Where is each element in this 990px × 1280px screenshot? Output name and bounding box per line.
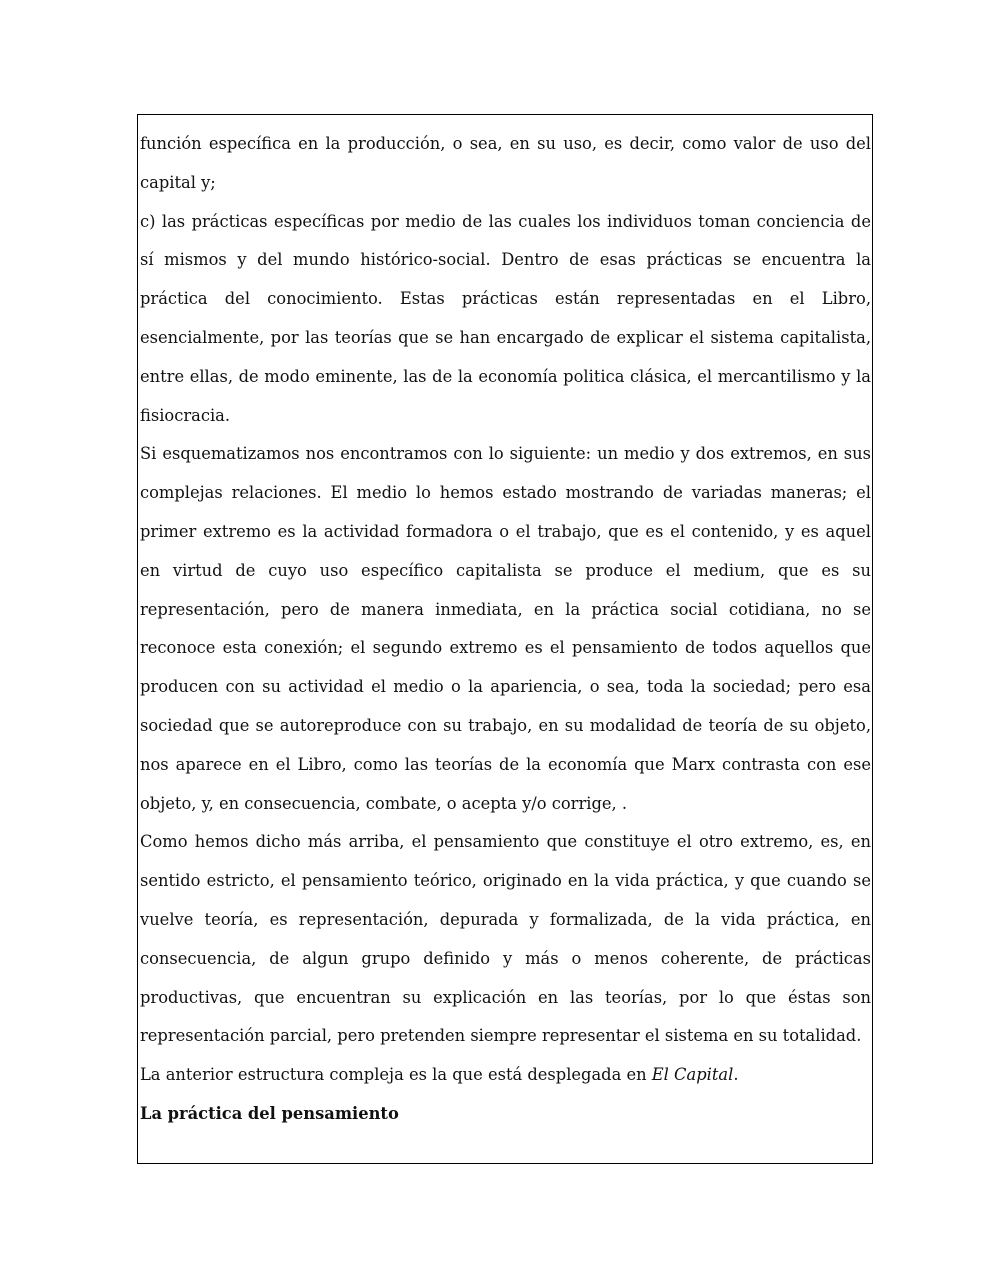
paragraph-3: Si esquematizamos nos encontramos con lo siguiente: un medio y dos extremos, en sus complejas relaciones. El medio lo hemos estado mostrando de variadas maneras; el primer extremo es la actividad formadora o el trabajo, que es el contenido, y es aquel en virtud de cuyo uso específico capitalista se produce el medium, que es su representación, pero de manera inmediata, en la práctica social cotidiana, no se reconoce esta conexión; el segundo extremo es el pensamiento de todos aquellos que producen con su actividad el medio o la apariencia, o sea, toda la sociedad; pero esa sociedad que se autoreproduce con su trabajo, en su modalidad de teoría de su objeto, nos aparece en el Libro, como las teorías de la economía que Marx contrasta con ese objeto, y, en consecuencia, combate, o acepta y/o corrige, .	[140, 444, 871, 813]
paragraph-5	[140, 1056, 871, 1095]
paragraph-4: Como hemos dicho más arriba, el pensamiento que constituye el otro extremo, es, en sentido estricto, el pensamiento teórico, originado en la vida práctica, y que cuando se vuelve teoría, es representación, depurada y formalizada, de la vida práctica, en consecuencia, de algun grupo definido y más o menos coherente, de prácticas productivas, que encuentran su explicación en las teorías, por lo que éstas son representación parcial, pero pretenden siempre representar el sistema en su totalidad.	[140, 832, 871, 1046]
paragraph-1: función específica en la producción, o sea, en su uso, es decir, como valor de uso del capital y;	[140, 134, 871, 192]
closing-text: La anterior estructura compleja es la que está desplegada en	[140, 1065, 652, 1085]
closing-period: .	[733, 1065, 739, 1085]
document-body	[140, 125, 871, 1134]
section-heading: La práctica del pensamiento	[140, 1103, 399, 1123]
book-title: El Capital	[651, 1065, 734, 1085]
paragraph-2: c) las prácticas específicas por medio de las cuales los individuos toman conciencia de sí mismos y del mundo histórico-social. Dentro de esas prácticas se encuentra la práctica del conocimiento. Estas prácticas están representadas en el Libro, esencialmente, por las teorías que se han encargado de explicar el sistema capitalista, entre ellas, de modo eminente, las de la economía politica clásica, el mercantilismo y la fisiocracia.	[140, 211, 871, 425]
